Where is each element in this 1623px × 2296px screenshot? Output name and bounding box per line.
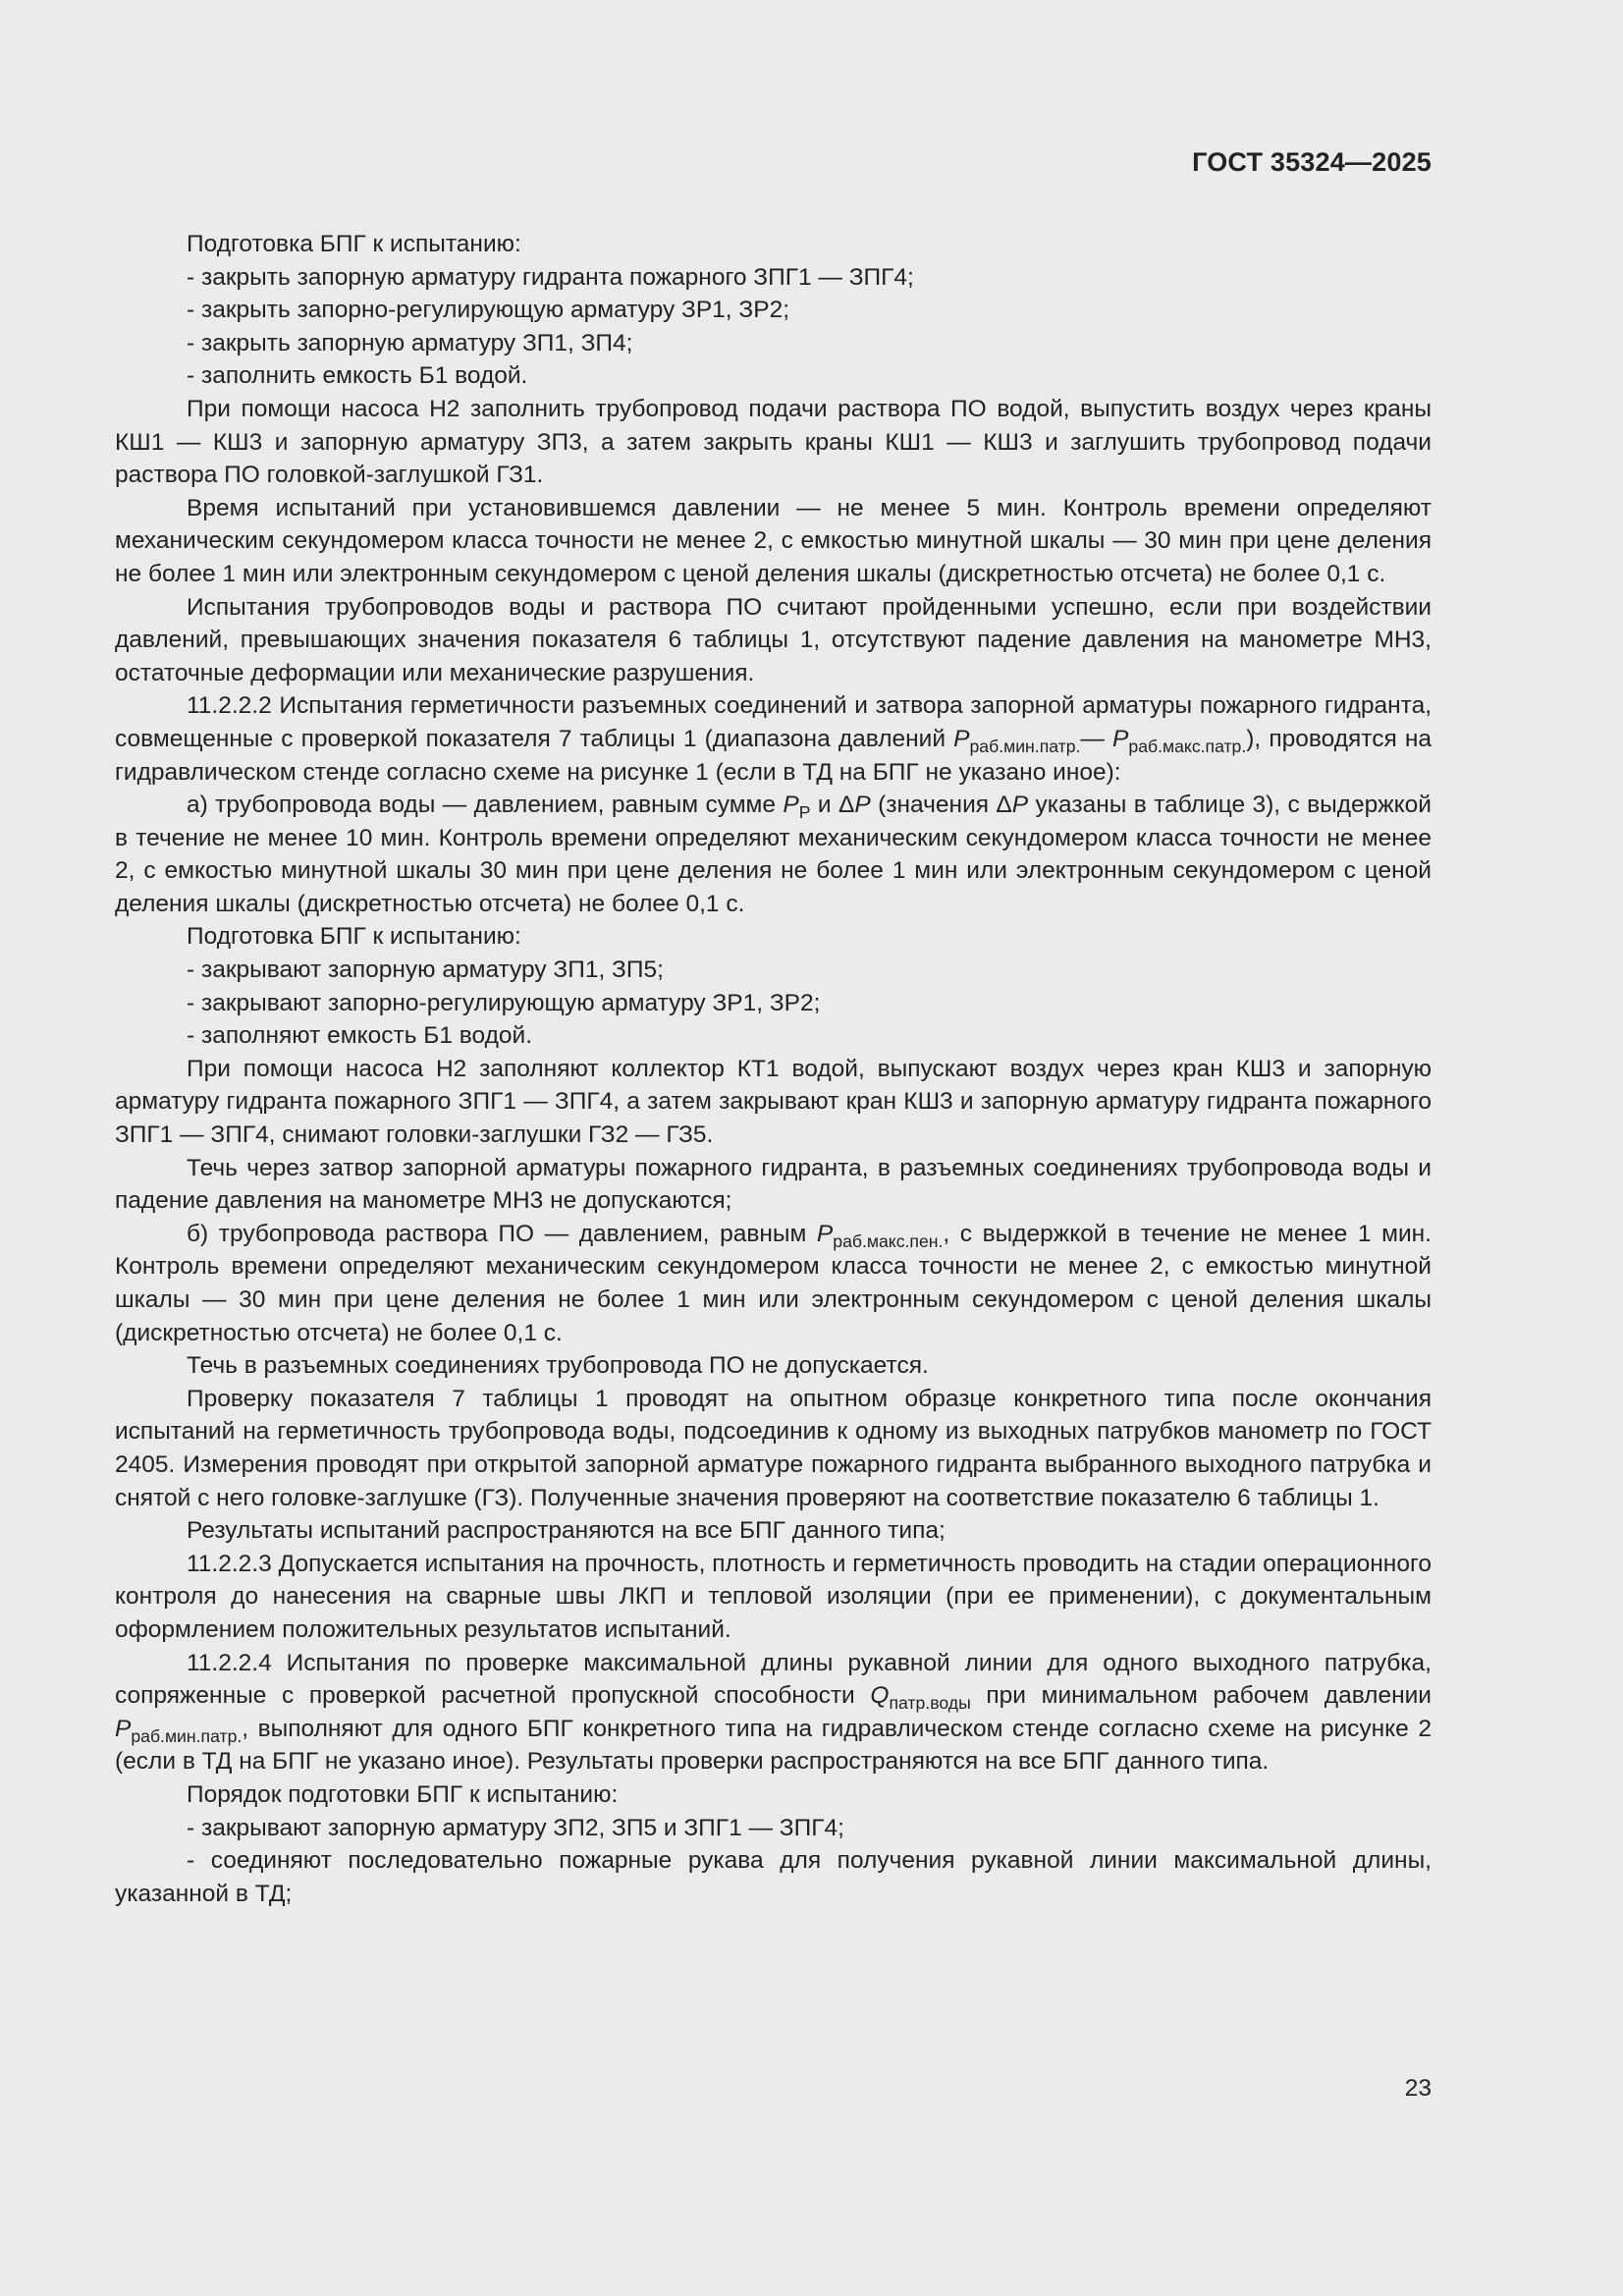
subscript: патр.воды	[889, 1693, 971, 1714]
paragraph: Время испытаний при установившемся давлении — не менее 5 мин. Контроль времени определяют механическим секундомером класса точности не менее 2, с емкостью минутной шкалы — 30 мин при цене деления не более 1 мин или электронным секундомером с ценой деления шкалы (дискретностью отсчета) не более 0,1 с.	[115, 494, 1432, 587]
paragraph-11-2-2-2	[115, 689, 1432, 789]
text-segment: 11.2.2.2 Испытания герметичности разъемных соединений и затвора запорной арматуры пожарного гидранта, совмещенные с проверкой показателя 7 таблицы 1 (диапазона давлений	[115, 692, 1432, 752]
text-segment: , с выдержкой в течение не менее 1 мин. Контроль времени определяют механическим секундомером класса точности не менее 2, с емкостью минутной шкалы — 30 мин при цене деления не более 1 мин или электронным секундомером с ценой деления шкалы (дискретностью отсчета) не более 0,1 с.	[115, 1220, 1432, 1346]
text-segment: а) трубопровода воды — давлением, равным сумме	[187, 792, 784, 819]
text-segment: б) трубопровода раствора ПО — давлением, равным	[187, 1220, 817, 1247]
list-item: - заполнить емкость Б1 водой.	[187, 362, 528, 390]
paragraph-11-2-2-4	[115, 1647, 1432, 1778]
symbol-p: P	[115, 1715, 132, 1742]
paragraph-b	[115, 1218, 1432, 1349]
paragraph-11-2-2-3: 11.2.2.3 Допускается испытания на прочность, плотность и герметичность проводить на стадии операционного контроля до нанесения на сварные швы ЛКП и тепловой изоляции (при ее применении), с документальным оформлением положительных результатов испытаний.	[115, 1550, 1432, 1643]
text-segment: 11.2.2.4 Испытания по проверке максимальной длины рукавной линии для одного выходного патрубка, сопряженные с проверкой расчетной пропускной способности	[115, 1649, 1432, 1710]
symbol-p: P	[783, 792, 799, 819]
symbol-p: P	[1112, 725, 1129, 752]
paragraph: Подготовка БПГ к испытанию:	[187, 231, 521, 257]
document-body	[115, 228, 1432, 1910]
subscript: раб.макс.патр.	[1128, 737, 1247, 757]
list-item: - закрыть запорную арматуру гидранта пожарного ЗПГ1 — ЗПГ4;	[187, 263, 914, 291]
paragraph-a	[115, 789, 1432, 920]
text-segment: и Δ	[810, 792, 855, 819]
text-segment: при минимальном рабочем давлении	[970, 1682, 1432, 1710]
list-item: - закрыть запорно-регулирующую арматуру ЗР1, ЗР2;	[187, 297, 789, 324]
paragraph: Порядок подготовки БПГ к испытанию:	[187, 1780, 619, 1808]
symbol-p: P	[953, 725, 970, 752]
list-item: - закрывают запорную арматуру ЗП1, ЗП5;	[187, 957, 664, 984]
paragraph: Испытания трубопроводов воды и раствора ПО считают пройденными успешно, если при воздействии давлений, превышающих значения показателя 6 таблицы 1, отсутствуют падение давления на манометре МН3, остаточные деформации или механические разрушения.	[115, 593, 1432, 686]
document-header: ГОСТ 35324—2025	[1192, 147, 1432, 177]
text-segment: , выполняют для одного БПГ конкретного типа на гидравлическом стенде согласно схеме на рисунке 2 (если в ТД на БПГ не указано иное). Результаты проверки распространяются на все БПГ данного типа.	[115, 1715, 1432, 1776]
list-item: - закрывают запорную арматуру ЗП2, ЗП5 и ЗПГ1 — ЗПГ4;	[187, 1814, 844, 1841]
symbol-p: P	[816, 1220, 834, 1247]
symbol-q: Q	[870, 1682, 890, 1710]
symbol-p: P	[1011, 792, 1029, 819]
list-item: - соединяют последовательно пожарные рукава для получения рукавной линии максимальной длины, указанной в ТД;	[115, 1847, 1432, 1907]
text-segment: ), проводятся на гидравлическом стенде согласно схеме на рисунке 1 (если в ТД на БПГ не указано иное):	[115, 725, 1432, 786]
list-item: - заполняют емкость Б1 водой.	[187, 1022, 533, 1050]
paragraph: При помощи насоса Н2 заполняют коллектор КТ1 водой, выпускают воздух через кран КШ3 и запорную арматуру гидранта пожарного ЗПГ1 — ЗПГ4, а затем закрывают кран КШ3 и запорную арматуру гидранта пожарного ЗПГ1 — ЗПГ4, снимают головки-заглушки ГЗ2 — ГЗ5.	[115, 1055, 1432, 1149]
text-segment: (значения Δ	[870, 792, 1012, 819]
list-item: - закрывают запорно-регулирующую арматуру ЗР1, ЗР2;	[187, 989, 821, 1016]
subscript: раб.макс.пен.	[833, 1230, 944, 1251]
paragraph: Результаты испытаний распространяются на все БПГ данного типа;	[187, 1517, 946, 1545]
paragraph: Подготовка БПГ к испытанию:	[187, 923, 521, 951]
paragraph: Течь в разъемных соединениях трубопровода ПО не допускается.	[187, 1352, 929, 1380]
subscript: раб.мин.патр.	[131, 1725, 243, 1746]
paragraph: Проверку показателя 7 таблицы 1 проводят на опытном образце конкретного типа после окончания испытаний на герметичность трубопровода воды, подсоединив к одному из выходных патрубков манометр по ГОСТ 2405. Измерения проводят при открытой запорной арматуре пожарного гидранта выбранного выходного патрубка и снятой с него головке-заглушке (ГЗ). Полученные значения проверяют на соответствие показателю 6 таблицы 1.	[115, 1385, 1432, 1511]
paragraph: Течь через затвор запорной арматуры пожарного гидранта, в разъемных соединениях трубопровода воды и падение давления на манометре МН3 не допускаются;	[115, 1154, 1432, 1215]
subscript: раб.мин.патр.	[969, 737, 1081, 757]
text-segment: —	[1080, 725, 1105, 752]
list-item: - закрыть запорную арматуру ЗП1, ЗП4;	[187, 329, 633, 356]
text-segment: указаны в таблице 3), с выдержкой в течение не менее 10 мин. Контроль времени определяют механическим секундомером класса точности не менее 2, с емкостью минутной шкалы 30 мин при цене деления не более 1 мин или электронным секундомером с ценой деления шкалы (дискретностью отсчета) не более 0,1 с.	[115, 792, 1432, 917]
page-number: 23	[1404, 2075, 1432, 2102]
paragraph: При помощи насоса Н2 заполнить трубопровод подачи раствора ПО водой, выпустить воздух через краны КШ1 — КШ3 и запорную арматуру ЗП3, а затем закрыть краны КШ1 — КШ3 и заглушить трубопровод подачи раствора ПО головкой-заглушкой ГЗ1.	[115, 395, 1432, 489]
symbol-p: P	[854, 792, 871, 819]
subscript: Р	[798, 802, 811, 823]
